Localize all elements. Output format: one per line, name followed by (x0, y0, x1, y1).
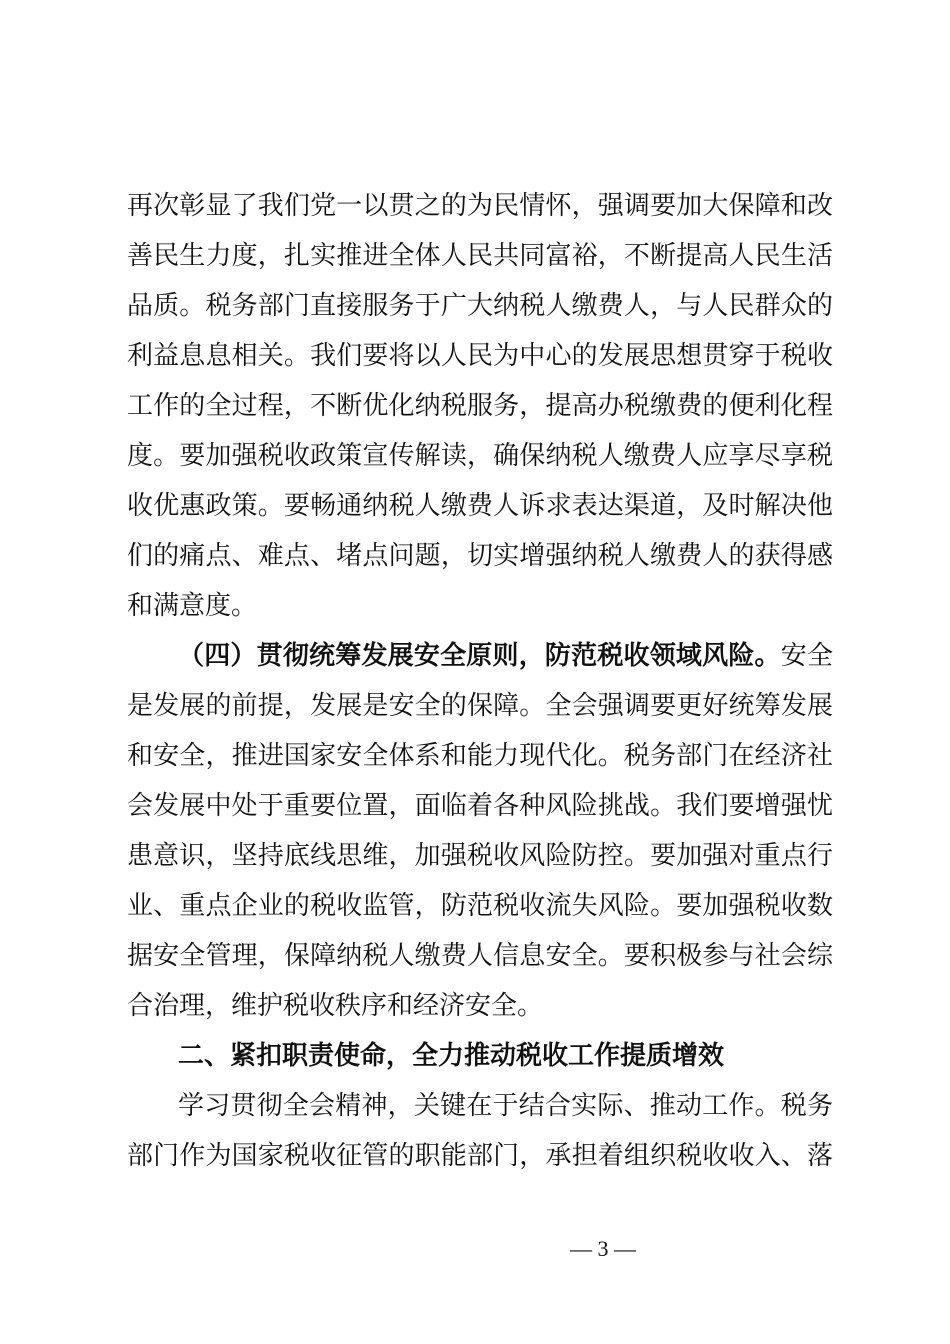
paragraph-line: 利益息息相关。我们要将以人民为中心的发展思想贯穿于税收 (127, 341, 833, 371)
paragraph-line: 品质。税务部门直接服务于广大纳税人缴费人，与人民群众的 (127, 291, 833, 321)
paragraph-lead-text: 安全 (780, 641, 833, 671)
paragraph-line: 据安全管理，保障纳税人缴费人信息安全。要积极参与社会综 (127, 941, 833, 971)
section-heading: 二、紧扣职责使命，全力推动税收工作提质增效 (178, 1041, 725, 1071)
paragraph-line: 和满意度。 (127, 591, 258, 621)
paragraph-line: 和安全，推进国家安全体系和能力现代化。税务部门在经济社 (127, 741, 833, 771)
paragraph-line: 是发展的前提，发展是安全的保障。全会强调要更好统筹发展 (127, 691, 833, 721)
paragraph-lead-line: 学习贯彻全会精神，关键在于结合实际、推动工作。税务 (178, 1091, 833, 1121)
paragraph-line: 再次彰显了我们党一以贯之的为民情怀，强调要加大保障和改 (127, 191, 833, 221)
paragraph-line: 患意识，坚持底线思维，加强税收风险防控。要加强对重点行 (127, 841, 833, 871)
paragraph-line: 合治理，维护税收秩序和经济安全。 (127, 991, 544, 1021)
paragraph-line: 会发展中处于重要位置，面临着各种风险挑战。我们要增强忧 (127, 791, 833, 821)
paragraph-line: 收优惠政策。要畅通纳税人缴费人诉求表达渠道，及时解决他 (127, 491, 833, 521)
paragraph-line: 工作的全过程，不断优化纳税服务，提高办税缴费的便利化程 (127, 391, 833, 421)
paragraph-line: 度。要加强税收政策宣传解读，确保纳税人缴费人应享尽享税 (127, 441, 833, 471)
paragraph-line: 们的痛点、难点、堵点问题，切实增强纳税人缴费人的获得感 (127, 541, 833, 571)
subsection-title: （四）贯彻统筹发展安全原则，防范税收领域风险。 (178, 641, 781, 671)
page-number: — 3 — (570, 1236, 636, 1261)
paragraph-line: 善民生力度，扎实推进全体人民共同富裕，不断提高人民生活 (127, 241, 833, 271)
paragraph-line: 部门作为国家税收征管的职能部门，承担着组织税收收入、落 (127, 1141, 833, 1171)
paragraph-line: 业、重点企业的税收监管，防范税收流失风险。要加强税收数 (127, 891, 833, 921)
paragraph-lead-line (178, 631, 833, 681)
